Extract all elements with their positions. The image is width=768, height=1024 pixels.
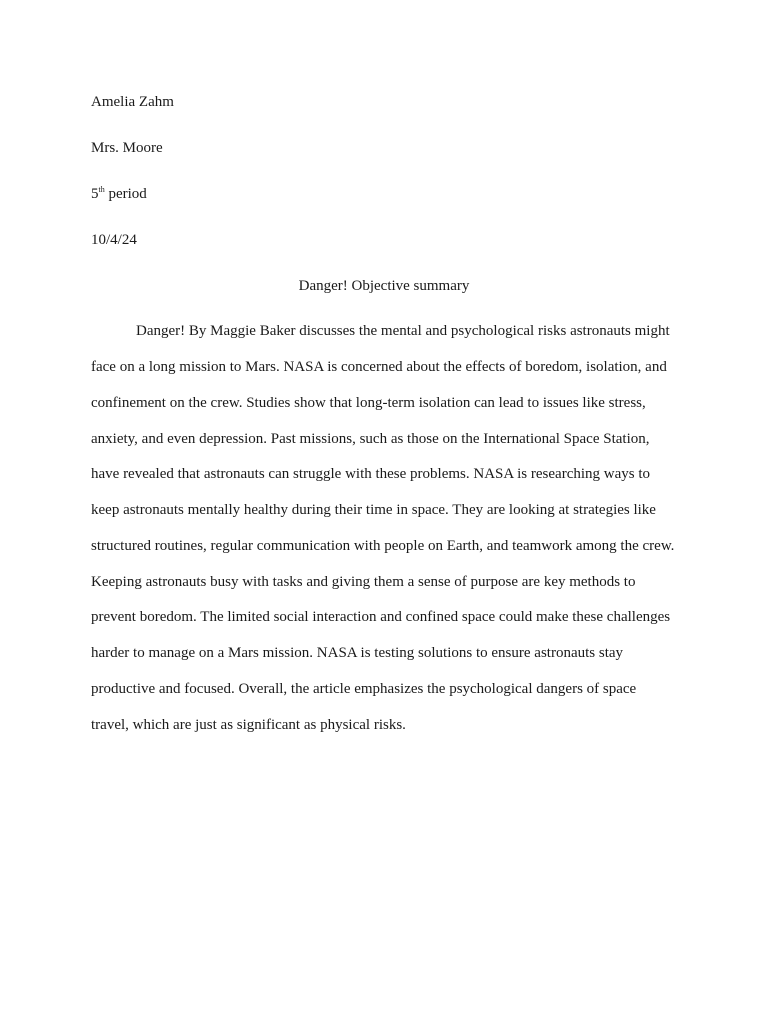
body-line: travel, which are just as significant as physical risks.: [91, 717, 406, 733]
body-line: harder to manage on a Mars mission. NASA is testing solutions to ensure astronauts stay: [91, 645, 624, 661]
body-line: anxiety, and even depression. Past missions, such as those on the International Space Station,: [91, 431, 650, 447]
body-line: Keeping astronauts busy with tasks and giving them a sense of purpose are key methods to: [91, 574, 636, 590]
body-line: confinement on the crew. Studies show that long-term isolation can lead to issues like stress,: [91, 395, 646, 411]
body-line: prevent boredom. The limited social interaction and confined space could make these challenges: [91, 609, 671, 625]
body-line: productive and focused. Overall, the article emphasizes the psychological dangers of space: [91, 681, 637, 697]
body-line: Danger! By Maggie Baker discusses the mental and psychological risks astronauts might: [136, 323, 670, 339]
teacher-name: Mrs. Moore: [91, 140, 163, 156]
period-suffix: th: [98, 185, 105, 194]
body-line: keep astronauts mentally healthy during their time in space. They are looking at strategies like: [91, 502, 656, 518]
body-line: have revealed that astronauts can struggle with these problems. NASA is researching ways to: [91, 466, 651, 482]
date: 10/4/24: [91, 232, 137, 248]
period-word: period: [104, 186, 147, 202]
body-line: face on a long mission to Mars. NASA is concerned about the effects of boredom, isolation, and: [91, 359, 667, 375]
student-name: Amelia Zahm: [91, 94, 174, 110]
class-period: [91, 185, 147, 203]
period-number: 5: [91, 186, 99, 202]
essay-title: Danger! Objective summary: [298, 278, 470, 294]
body-line: structured routines, regular communication with people on Earth, and teamwork among the crew.: [91, 538, 675, 554]
